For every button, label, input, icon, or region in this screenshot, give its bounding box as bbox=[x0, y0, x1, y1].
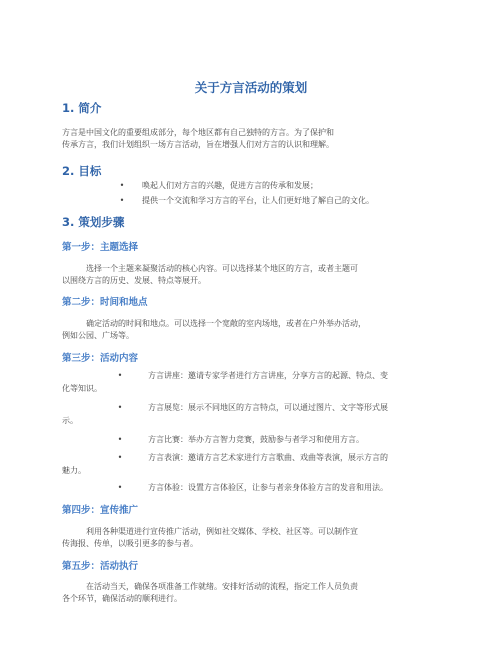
section-heading-intro: 1. 简介 bbox=[62, 101, 102, 115]
activity-item bbox=[62, 452, 447, 477]
step-heading-5: 第五步：活动执行 bbox=[62, 561, 139, 572]
section-heading-goals: 2. 目标 bbox=[62, 164, 102, 178]
step-2-line-2: 例如公园、广场等。 bbox=[62, 331, 134, 340]
bullet: • bbox=[119, 181, 125, 190]
bullet: • bbox=[117, 483, 123, 492]
step-2-line-1: 确定活动的时间和地点。可以选择一个宽敞的室内场地，或者在户外举办活动， bbox=[86, 319, 366, 328]
step-5-line-2: 各个环节，确保活动的顺利进行。 bbox=[62, 594, 182, 603]
activity-line-2: 示。 bbox=[62, 415, 78, 425]
goal-text: 唤起人们对方言的兴趣，促进方言的传承和发展； bbox=[142, 181, 318, 190]
step-heading-2: 第二步：时间和地点 bbox=[62, 297, 148, 308]
step-1-paragraph bbox=[62, 263, 442, 287]
activity-item bbox=[62, 482, 447, 495]
goal-item bbox=[62, 195, 447, 208]
step-2-paragraph bbox=[62, 318, 442, 342]
step-5-paragraph bbox=[62, 581, 442, 605]
activity-item bbox=[62, 434, 447, 447]
step-1-line-1: 选择一个主题来凝聚活动的核心内容。可以选择某个地区的方言，或者主题可 bbox=[86, 264, 358, 273]
activity-item bbox=[62, 402, 447, 427]
intro-line-2: 传承方言，我们计划组织一场方言活动，旨在增强人们对方言的认识和理解。 bbox=[62, 140, 334, 149]
activity-line-2: 魅力。 bbox=[62, 465, 86, 475]
activity-line-1: 方言表演：邀请方言艺术家进行方言歌曲、戏曲等表演，展示方言的 bbox=[148, 453, 388, 462]
goal-item bbox=[62, 180, 447, 193]
step-heading-1: 第一步：主题选择 bbox=[62, 242, 139, 253]
activity-line-2: 化等知识。 bbox=[62, 383, 102, 393]
step-5-line-1: 在活动当天，确保各项准备工作就绪。安排好活动的流程，指定工作人员负责 bbox=[86, 582, 358, 591]
bullet: • bbox=[117, 371, 123, 380]
intro-paragraph bbox=[62, 127, 442, 151]
step-4-line-2: 传海报、传单，以吸引更多的参与者。 bbox=[62, 539, 198, 548]
bullet: • bbox=[117, 403, 123, 412]
document-title: 关于方言活动的策划 bbox=[194, 80, 308, 95]
step-heading-4: 第四步：宣传推广 bbox=[62, 505, 139, 516]
step-4-line-1: 利用各种渠道进行宣传推广活动，例如社交媒体、学校、社区等。可以制作宣 bbox=[86, 527, 358, 536]
section-heading-steps: 3. 策划步骤 bbox=[62, 215, 125, 229]
step-1-line-2: 以围绕方言的历史、发展、特点等展开。 bbox=[62, 276, 206, 285]
step-heading-3: 第三步：活动内容 bbox=[62, 353, 139, 364]
goal-text: 提供一个交流和学习方言的平台，让人们更好地了解自己的文化。 bbox=[142, 196, 374, 205]
activity-line-1: 方言展览：展示不同地区的方言特点，可以通过图片、文字等形式展 bbox=[148, 403, 388, 412]
bullet: • bbox=[117, 435, 123, 444]
activity-line-1: 方言比赛：举办方言智力竞赛，鼓励参与者学习和使用方言。 bbox=[148, 435, 364, 444]
activity-line-1: 方言讲座：邀请专家学者进行方言讲座，分享方言的起源、特点、变 bbox=[148, 371, 388, 380]
step-4-paragraph bbox=[62, 526, 442, 550]
activity-line-1: 方言体验：设置方言体验区，让参与者亲身体验方言的发音和用法。 bbox=[148, 483, 388, 492]
bullet: • bbox=[119, 196, 125, 205]
bullet: • bbox=[117, 453, 123, 462]
activity-item bbox=[62, 370, 447, 395]
intro-line-1: 方言是中国文化的重要组成部分，每个地区都有自己独特的方言。为了保护和 bbox=[62, 128, 334, 137]
